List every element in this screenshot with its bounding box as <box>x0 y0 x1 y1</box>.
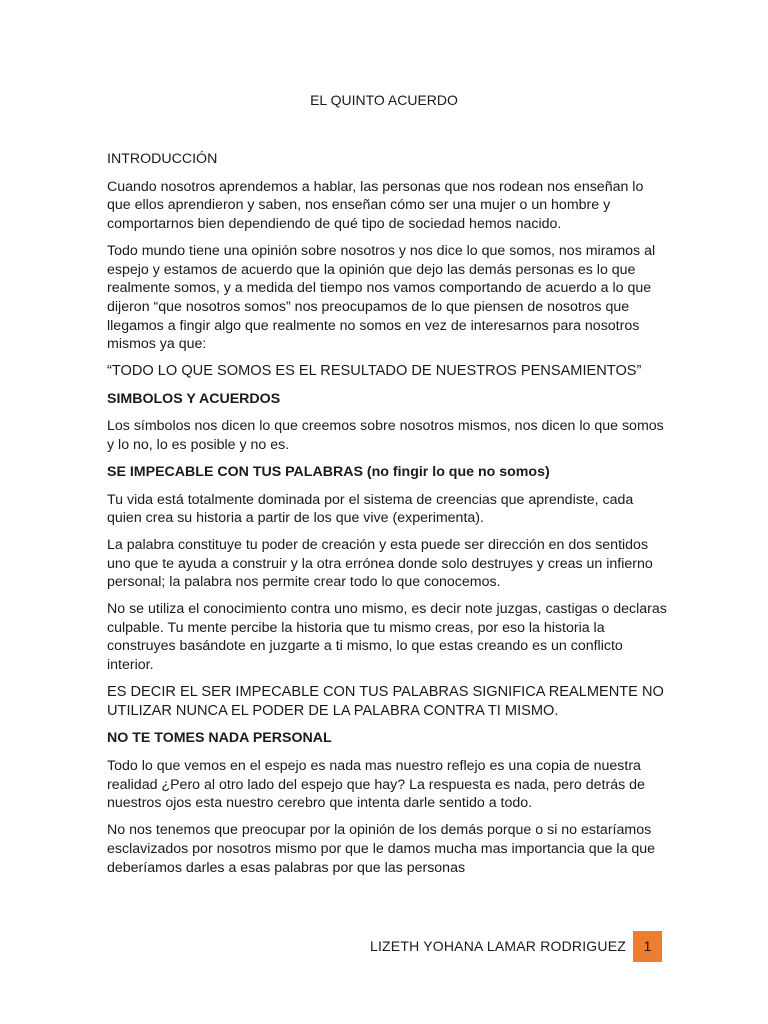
section-heading: SE IMPECABLE CON TUS PALABRAS (no fingir lo que no somos) <box>107 463 550 480</box>
footer-author: LIZETH YOHANA LAMAR RODRIGUEZ <box>369 938 626 954</box>
paragraph: Cuando nosotros aprendemos a hablar, las personas que nos rodean nos enseñan lo que ellos aprendieron y saben, nos enseñan cómo ser una mujer o un hombre y comportarnos bien dependiendo de qué tipo de sociedad hemos nacido. <box>107 178 644 233</box>
section-heading: SIMBOLOS Y ACUERDOS <box>107 390 281 407</box>
section-heading: NO TE TOMES NADA PERSONAL <box>107 730 332 747</box>
paragraph: Los símbolos nos dicen lo que creemos sobre nosotros mismos, nos dicen lo que somos y lo no, lo es posible y no es. <box>107 418 664 454</box>
paragraph: No nos tenemos que preocupar por la opinión de los demás porque o si no estaríamos esclavizados por nosotros mismo por que le damos mucha mas importancia que la que deberíamos darles a esas palabras por que las personas <box>107 822 656 876</box>
page-number-badge: 1 <box>633 931 662 962</box>
document-body <box>107 150 667 885</box>
paragraph: Todo lo que vemos en el espejo es nada mas nuestro reflejo es una copia de nuestra realidad ¿Pero al otro lado del espejo que hay? La respuesta es nada, pero detrás de nuestros ojos esta nuestro cerebro que intenta darle sentido a todo. <box>107 757 645 812</box>
paragraph: La palabra constituye tu poder de creación y esta puede ser dirección en dos sentidos uno que te ayuda a construir y la otra errónea donde solo destruyes y creas un infierno personal; la palabra nos permite crear todo lo que conocemos. <box>107 536 653 591</box>
paragraph: Todo mundo tiene una opinión sobre nosotros y nos dice lo que somos, nos miramos al espejo y estamos de acuerdo que la opinión que dejo las demás personas es lo que realmente somos, y a medida del tiempo nos vamos comportando de acuerdo a lo que dijeron “que nosotros somos” nos preocupamos de lo que piensen de nosotros que llegamos a fingir algo que realmente no somos en vez de interesarnos para nosotros mismos ya que: <box>107 242 656 353</box>
emphasis-paragraph: ES DECIR EL SER IMPECABLE CON TUS PALABRAS SIGNIFICA REALMENTE NO UTILIZAR NUNCA EL PODER DE LA PALABRA CONTRA TI MISMO. <box>107 683 664 719</box>
section-heading-introduccion: INTRODUCCIÓN <box>107 151 218 167</box>
page-footer <box>0 931 768 962</box>
quote: “TODO LO QUE SOMOS ES EL RESULTADO DE NUESTROS PENSAMIENTOS” <box>107 363 642 380</box>
paragraph: No se utiliza el conocimiento contra uno mismo, es decir note juzgas, castigas o declaras culpable. Tu mente percibe la historia que tu mismo creas, por eso la historia la construyes basándote en juzgarte a ti mismo, lo que estas creando es un conflicto interior. <box>107 601 667 674</box>
paragraph: Tu vida está totalmente dominada por el sistema de creencias que aprendiste, cada quien crea su historia a partir de los que vive (experimenta). <box>107 491 634 527</box>
document-title: EL QUINTO ACUERDO <box>310 92 458 108</box>
